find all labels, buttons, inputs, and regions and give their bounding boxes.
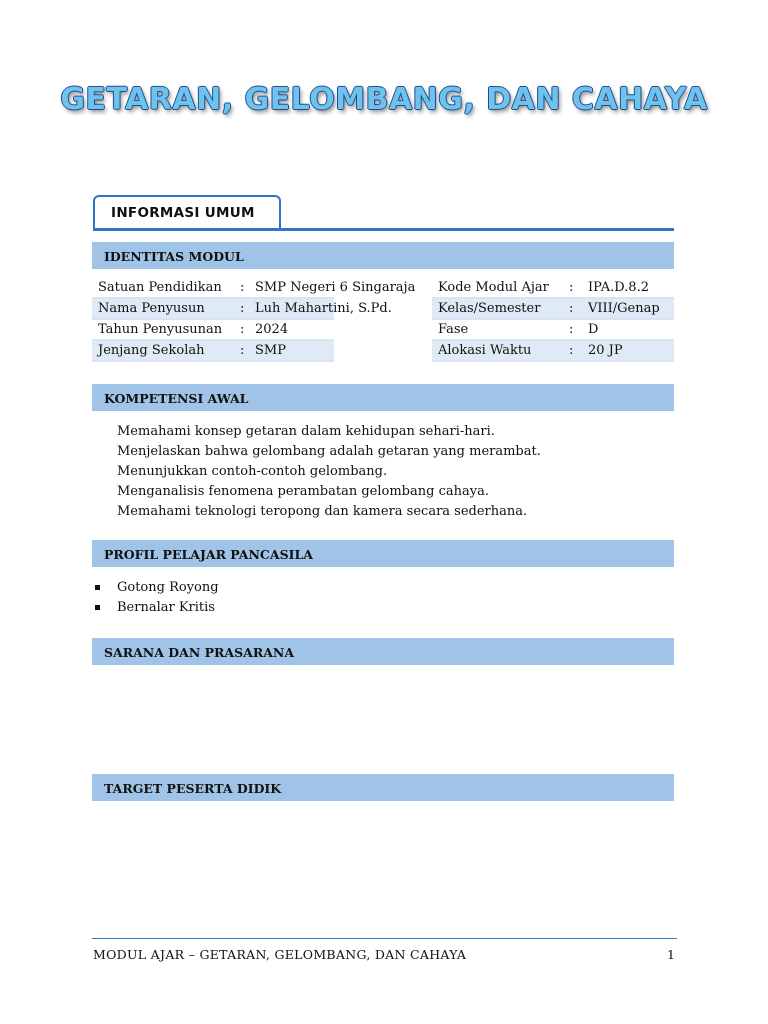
identitas-label: Jenjang Sekolah — [98, 343, 205, 358]
square-bullet-icon — [95, 605, 100, 610]
informasi-umum-divider — [93, 228, 674, 231]
identitas-row — [92, 341, 334, 362]
list-item-text: Gotong Royong — [117, 580, 219, 595]
identitas-table-left — [92, 278, 416, 362]
identitas-colon: : — [240, 343, 245, 358]
identitas-value: 2024 — [255, 322, 289, 337]
identitas-table-right — [432, 278, 674, 362]
identitas-colon: : — [569, 322, 574, 337]
identitas-value: 20 JP — [588, 343, 623, 358]
footer-divider — [92, 938, 677, 939]
document-title: GETARAN, GELOMBANG, DAN CAHAYA — [60, 82, 708, 117]
identitas-value: SMP — [255, 343, 286, 358]
list-item: Memahami teknologi teropong dan kamera secara sederhana. — [117, 504, 528, 519]
list-item — [95, 578, 219, 598]
identitas-colon: : — [569, 280, 574, 295]
identitas-label: Nama Penyusun — [98, 301, 205, 316]
section-header-profil-pelajar: PROFIL PELAJAR PANCASILA — [92, 540, 674, 567]
informasi-umum-tab: INFORMASI UMUM — [93, 195, 281, 229]
section-header-kompetensi-awal: KOMPETENSI AWAL — [92, 384, 674, 411]
identitas-value: VIII/Genap — [588, 301, 660, 316]
identitas-colon: : — [240, 322, 245, 337]
identitas-row — [432, 299, 674, 320]
identitas-row — [432, 278, 674, 299]
kompetensi-list — [117, 422, 541, 522]
list-item — [95, 598, 219, 618]
section-header-identitas-modul: IDENTITAS MODUL — [92, 242, 674, 269]
section-header-target-peserta: TARGET PESERTA DIDIK — [92, 774, 674, 801]
profil-list — [95, 578, 219, 618]
list-item: Memahami konsep getaran dalam kehidupan sehari-hari. — [117, 424, 495, 439]
identitas-colon: : — [569, 343, 574, 358]
identitas-row — [92, 299, 392, 320]
identitas-value: D — [588, 322, 599, 337]
square-bullet-icon — [95, 585, 100, 590]
identitas-value: SMP Negeri 6 Singaraja — [255, 280, 416, 295]
footer-title: MODUL AJAR – GETARAN, GELOMBANG, DAN CAHAYA — [93, 947, 467, 962]
identitas-row — [432, 341, 674, 362]
identitas-row — [92, 320, 334, 341]
identitas-colon: : — [240, 280, 245, 295]
identitas-row — [92, 278, 416, 299]
page-number: 1 — [667, 947, 675, 962]
identitas-colon: : — [569, 301, 574, 316]
list-item-text: Bernalar Kritis — [117, 600, 215, 615]
identitas-label: Satuan Pendidikan — [98, 280, 222, 295]
identitas-value: IPA.D.8.2 — [588, 280, 649, 295]
identitas-value: Luh Mahartini, S.Pd. — [255, 301, 392, 316]
list-item: Menunjukkan contoh-contoh gelombang. — [117, 464, 388, 479]
list-item: Menjelaskan bahwa gelombang adalah getaran yang merambat. — [117, 444, 541, 459]
section-header-sarana-prasarana: SARANA DAN PRASARANA — [92, 638, 674, 665]
identitas-colon: : — [240, 301, 245, 316]
identitas-label: Kode Modul Ajar — [438, 280, 549, 295]
identitas-label: Alokasi Waktu — [438, 343, 532, 358]
identitas-row — [432, 320, 674, 341]
list-item: Menganalisis fenomena perambatan gelombang cahaya. — [117, 484, 489, 499]
identitas-label: Kelas/Semester — [438, 301, 541, 316]
identitas-label: Tahun Penyusunan — [98, 322, 223, 337]
identitas-label: Fase — [438, 322, 469, 337]
